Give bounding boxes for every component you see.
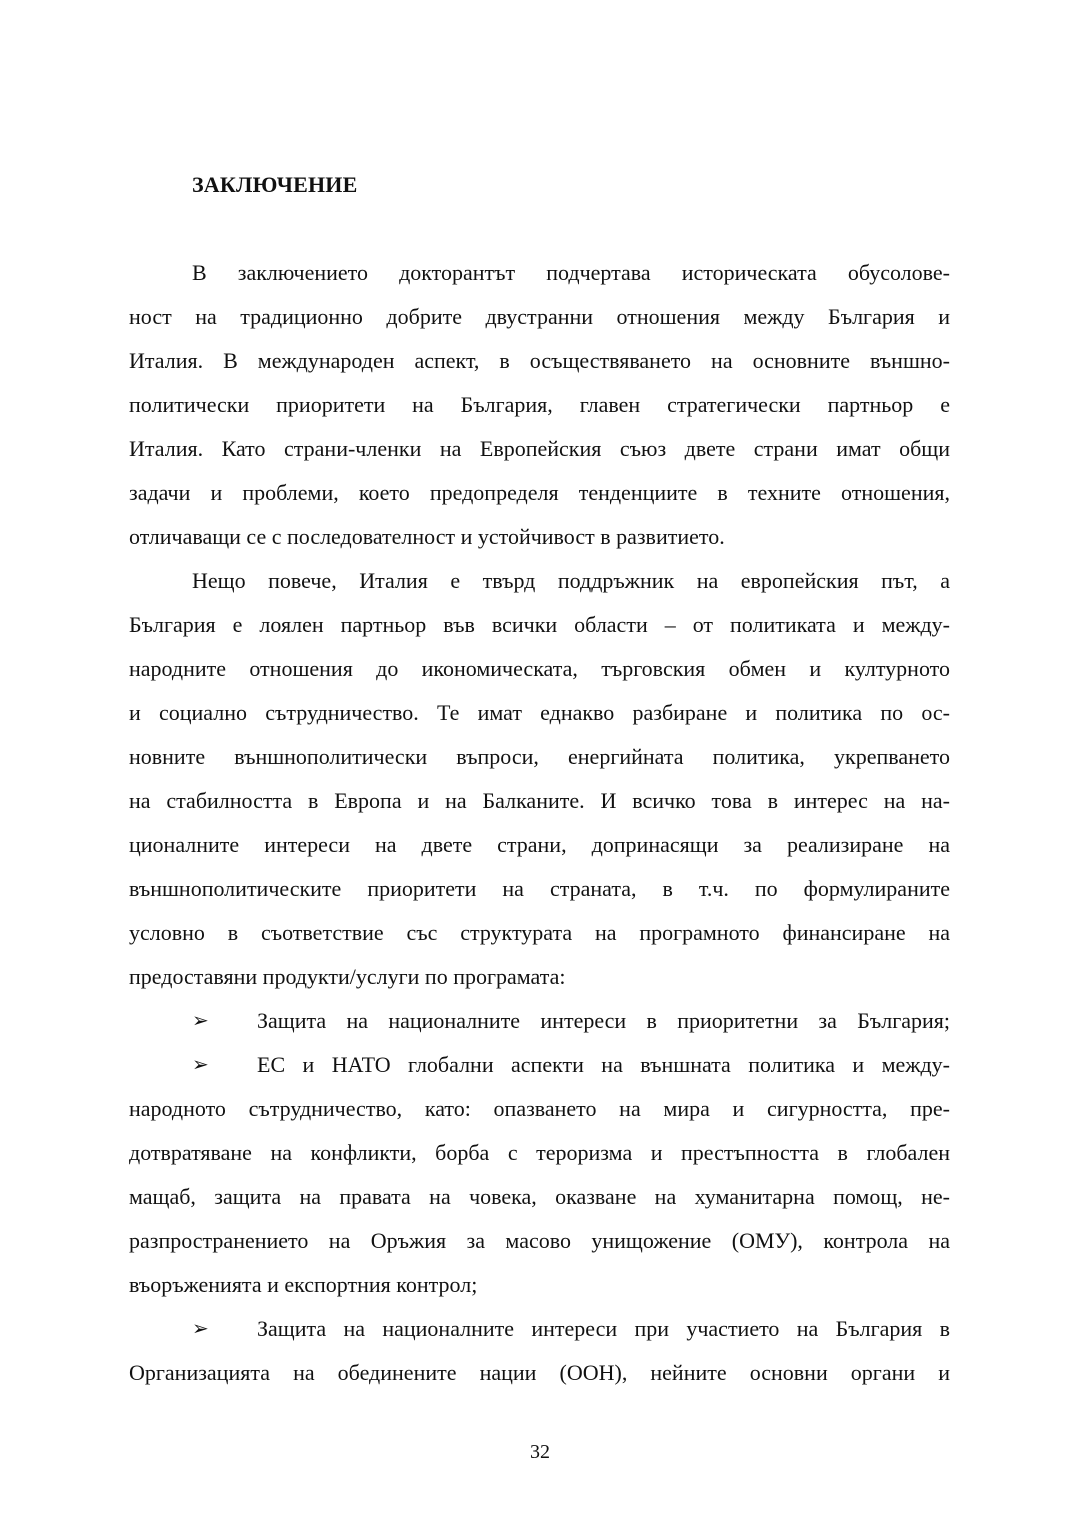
paragraph-line: народните отношения до икономическата, търговския обмен и културното <box>129 656 950 681</box>
paragraph-line: Италия. В международен аспект, в осъществяването на основните външно- <box>129 348 950 373</box>
paragraph-line: политически приоритети на България, главен стратегически партньор е <box>129 392 950 417</box>
page-title: ЗАКЛЮЧЕНИЕ <box>192 172 358 197</box>
paragraph-line: условно в съответствие със структурата на програмното финансиране на <box>129 920 950 945</box>
arrowhead-bullet-icon: ➢ <box>192 1318 209 1340</box>
paragraph-line: задачи и проблеми, което предопределя тенденциите в техните отношения, <box>129 480 950 505</box>
bullet-continuation-line: народното сътрудничество, като: опазването на мира и сигурността, пре- <box>129 1096 950 1121</box>
bullet-text: Защита на националните интереси в приоритетни за България; <box>257 1008 950 1033</box>
paragraph-line: ност на традиционно добрите двустранни отношения между България и <box>129 304 950 329</box>
paragraph-line: Нещо повече, Италия е твърд поддръжник на европейския път, а <box>192 568 950 593</box>
bullet-continuation-line: разпространението на Оръжия за масово унищожение (ОМУ), контрола на <box>129 1228 950 1253</box>
bullet-continuation-line: дотвратяване на конфликти, борба с тероризма и престъпността в глобален <box>129 1140 950 1165</box>
paragraph-line: външнополитическите приоритети на страната, в т.ч. по формулираните <box>129 876 950 901</box>
arrowhead-bullet-icon: ➢ <box>192 1054 209 1076</box>
paragraph-line: отличаващи се с последователност и устойчивост в развитието. <box>129 524 725 549</box>
bullet-text: ЕС и НАТО глобални аспекти на външната политика и между- <box>257 1052 950 1077</box>
paragraph-line: на стабилността в Европа и на Балканите. И всичко това в интерес на на- <box>129 788 950 813</box>
paragraph-line: В заключението докторантът подчертава историческата обусолове- <box>192 260 950 285</box>
paragraph-line: България е лоялен партньор във всички области – от политиката и между- <box>129 612 950 637</box>
bullet-continuation-line: мащаб, защита на правата на човека, оказване на хуманитарна помощ, не- <box>129 1184 950 1209</box>
bullet-continuation-line: въоръженията и експортния контрол; <box>129 1272 478 1297</box>
paragraph-line: новните външнополитически въпроси, енергийната политика, укрепването <box>129 744 950 769</box>
paragraph-line: и социално сътрудничество. Те имат еднакво разбиране и политика по ос- <box>129 700 950 725</box>
paragraph-line: ционалните интереси на двете страни, допринасящи за реализиране на <box>129 832 950 857</box>
paragraph-line: Италия. Като страни-членки на Европейския съюз двете страни имат общи <box>129 436 950 461</box>
page-number: 32 <box>530 1441 550 1463</box>
paragraph-line: предоставяни продукти/услуги по програмата: <box>129 964 566 989</box>
bullet-text: Защита на националните интереси при участието на България в <box>257 1316 950 1341</box>
arrowhead-bullet-icon: ➢ <box>192 1010 209 1032</box>
bullet-continuation-line: Организацията на обединените нации (ООН), нейните основни органи и <box>129 1360 950 1385</box>
